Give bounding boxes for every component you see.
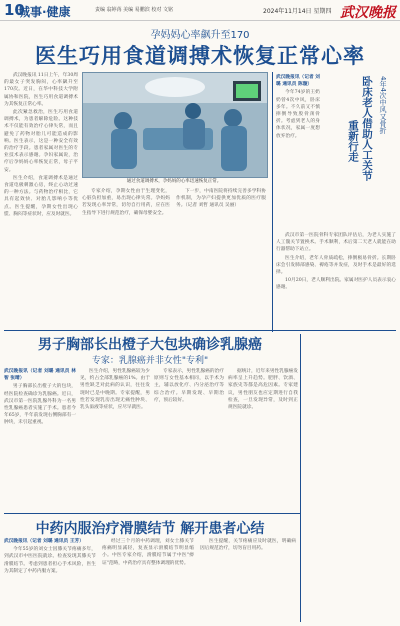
sidebar-para-4: 10月20日，老人顺利出院。家属对医护人员表示衷心感谢。 bbox=[276, 278, 396, 291]
story2-subhead: 专家：乳腺癌并非女性"专利" bbox=[91, 356, 209, 366]
story3-headline: 中药内服治疗滑膜结节 解开患者心结 bbox=[35, 521, 265, 537]
sidebar-para-2: 武汉市第一医院骨科专家团队评估后，为老人实施了人工髋关节置换术。手术顺利，术后第二天老人就能在助行器帮助下站立。 bbox=[276, 233, 396, 253]
section-divider-1 bbox=[4, 330, 396, 331]
sidebar-para-3: 医生介绍，老年人骨质疏松，摔倒极易骨折。长期卧床会引发肺部感染、褥疮等并发症，及时手术是最好的选择。 bbox=[276, 255, 396, 276]
story2-para-3: 专家表示，男性乳腺癌的治疗原则与女性基本相同，以手术为主，辅以放化疗、内分泌治疗等综合治疗。早期发现、早期治疗，预后较好。 bbox=[154, 369, 224, 403]
story1-column-3 bbox=[176, 188, 266, 328]
story3-column-1 bbox=[4, 538, 96, 622]
story1-para-3: 专家介绍，孕期女性由于生理变化，心脏负担加重，易出现心律失常。孕妈妈若发现心率异常，切勿自行用药，应在医生指导下进行规范治疗，确保母婴安全。 bbox=[82, 189, 170, 216]
sidebar-byline: 武汉晚报讯（记者 刘璐 通讯员 陈璇） bbox=[276, 75, 320, 88]
sidebar-body bbox=[276, 232, 396, 328]
sidebar-subtitle: 4年4次中风又骨折 bbox=[379, 76, 387, 134]
story1-para-1: 此次紧急救治，医生巧用食道调搏术，为患者解除危险。这种技术不仅能有效治疗心律失常，而且避免了药物对胎儿可能造成的影响。医生表示，这是一种安全有效的治疗手段。患者家属对医生的专业技术表示感谢。孕妇家属说，治疗后孕妈妈心率恢复正常，母子平安。 bbox=[4, 110, 78, 173]
story2-column-3 bbox=[154, 368, 224, 510]
story3-column-2 bbox=[102, 538, 194, 622]
story1-photo bbox=[82, 72, 268, 178]
story2-para-2: 医生介绍，男性乳腺癌较为少见，约占全部乳腺癌的1%。由于男性缺乏对此病的认识，往往发现时已是中晚期。专家提醒，男性若发现乳房出现无痛性肿块、乳头溢液等症状，应尽早就医。 bbox=[80, 369, 150, 411]
issue-date: 2024年11月14日 星期四 bbox=[263, 8, 332, 15]
newspaper-logo: 武汉晚报 bbox=[340, 5, 396, 21]
column-divider bbox=[272, 72, 273, 332]
story3-para-3: 医生提醒，关节疼痛应及时就医，明确病因后规范治疗，切勿盲目用药。 bbox=[200, 539, 296, 552]
story1-kicker: 孕妈妈心率飙升至170 bbox=[150, 30, 250, 41]
editors-line: 责编 翁婷苒 美编 易鹏滨 校对 文铭 bbox=[95, 7, 173, 13]
story2-column-4 bbox=[228, 368, 298, 510]
story2-byline: 武汉晚报讯（记者 刘璐 通讯员 林智 张晴） bbox=[4, 369, 76, 382]
story2-para-1: 男子胸部长出橙子大的包块，经医院检查确诊为乳腺癌。近日，武汉市第一医院乳腺外科为一名男性乳腺癌患者实施了手术。患者今年65岁，半年前发现右侧胸部有一肿块，未引起重视。 bbox=[4, 384, 76, 426]
story3-para-1: 今年55岁的刘女士因膝关节疼痛多年，到武汉市中医医院就诊。检查发现其膝关节滑膜结节。考虑到患者担心手术风险，医生为其制定了中药内服方案。 bbox=[4, 547, 96, 574]
sidebar-byline-block bbox=[276, 74, 320, 139]
story1-headline: 医生巧用食道调搏术恢复正常心率 bbox=[35, 43, 365, 68]
section-divider-2 bbox=[4, 513, 300, 514]
story2-headline: 男子胸部长出橙子大包块确诊乳腺癌 bbox=[38, 337, 262, 353]
surgery-photo-illustration bbox=[83, 73, 267, 177]
story1-lead: 武汉晚报讯 11日上午，年30周的最女子突发胸闷，心率飙升至170次。近日，在华中科技大学附属协和医院，医生巧用食道调搏术为其恢复正常心率。 bbox=[4, 73, 78, 107]
story3-byline: 武汉晚报讯（记者 刘璐 通讯员 王芳） bbox=[4, 539, 84, 544]
page-header bbox=[0, 0, 400, 21]
story1-photo-caption: 通过食道调搏术，孕妈妈的心率迅速恢复正常。 bbox=[126, 179, 222, 184]
story1-para-4: 下一步，中南医院将持续完善多学科协作机制，为孕产妇提供更加优质的医疗服务。（记者 刘哲 通讯员 吴丽） bbox=[176, 189, 266, 209]
sidebar-title-line-1: 卧床老人借助人工关节 bbox=[361, 76, 373, 181]
sidebar-title-line-2: 重新行走 bbox=[347, 120, 359, 162]
section-title: 城事·健康 bbox=[18, 5, 71, 19]
page-number: 10 bbox=[4, 1, 25, 19]
story3-para-2: 经过三个月的中药调理，刘女士膝关节疼痛明显减轻，复查显示滑膜结节明显缩小。中医专家介绍，滑膜结节属于中医"痹证"范畴，中药治疗具有整体调理的优势。 bbox=[102, 539, 194, 566]
story2-para-4: 据统计，近年来男性乳腺癌发病率呈上升趋势。肥胖、饮酒、家族史等都是高危因素。专家建议，男性朋友也应定期进行自我检查，一旦发现异常，及时到正规医院就诊。 bbox=[228, 369, 298, 411]
story3-column-3 bbox=[200, 538, 296, 622]
sidebar-para-1: 今年74岁的王奶奶曾4次中风，卧床多年。不久前又不慎摔倒导致股骨颈骨折。考虑到老人的身体状况，家属一度想放弃治疗。 bbox=[276, 90, 320, 139]
story2-column-1 bbox=[4, 368, 76, 510]
story1-column-1 bbox=[4, 72, 78, 327]
story2-column-2 bbox=[80, 368, 150, 510]
story1-para-2: 医生介绍，食道调搏术是通过食道电极刺激心房，终止心动过速的一种方法。与药物治疗相比，它具有起效快、对胎儿影响小等优点。医生提醒，孕期女性出现心慌、胸闷等症状时，应及时就医。 bbox=[4, 175, 78, 217]
column-divider-right bbox=[300, 334, 301, 622]
story1-column-2 bbox=[82, 188, 170, 328]
